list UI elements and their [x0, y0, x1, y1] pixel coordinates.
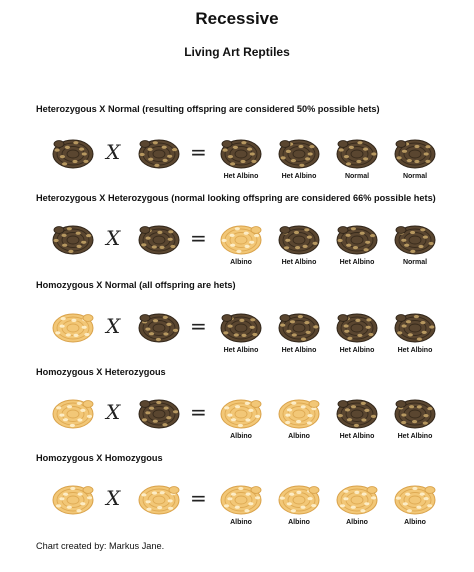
normal-offspring-snake: [392, 310, 438, 344]
offspring-label: Albino: [288, 519, 310, 526]
normal-offspring-snake: [218, 310, 264, 344]
offspring-label: Normal: [402, 173, 428, 180]
normal-parent-snake: [136, 310, 182, 344]
normal-offspring-snake: [334, 396, 380, 430]
equals-operator: =: [190, 140, 207, 164]
offspring-label: Normal: [344, 173, 370, 180]
offspring-label: Het Albino: [281, 347, 317, 354]
albino-offspring-snake: [276, 482, 322, 516]
cross-title: Homozygous X Homozygous: [36, 453, 163, 463]
normal-offspring-snake: [218, 136, 264, 170]
albino-parent-snake: [50, 396, 96, 430]
footer-credit: Chart created by: Markus Jane.: [36, 541, 165, 551]
offspring-label: Albino: [346, 519, 368, 526]
offspring-label: Albino: [230, 259, 252, 266]
normal-offspring-snake: [276, 222, 322, 256]
cross-title: Homozygous X Heterozygous: [36, 367, 166, 377]
offspring-label: Het Albino: [397, 347, 433, 354]
albino-offspring-snake: [334, 482, 380, 516]
page-subtitle: Living Art Reptiles: [184, 45, 290, 59]
page-title: Recessive: [195, 9, 279, 28]
albino-offspring-snake: [218, 482, 264, 516]
albino-parent-snake: [50, 482, 96, 516]
normal-offspring-snake: [334, 136, 380, 170]
equals-operator: =: [190, 314, 207, 338]
albino-offspring-snake: [218, 222, 264, 256]
offspring-label: Het Albino: [397, 433, 433, 440]
cross-operator: X: [106, 314, 121, 338]
normal-offspring-snake: [392, 222, 438, 256]
offspring-label: Het Albino: [223, 347, 259, 354]
equals-operator: =: [190, 486, 207, 510]
cross-operator: X: [106, 226, 121, 250]
cross-operator: X: [106, 400, 121, 424]
normal-offspring-snake: [392, 136, 438, 170]
offspring-label: Albino: [288, 433, 310, 440]
albino-offspring-snake: [392, 482, 438, 516]
offspring-label: Het Albino: [339, 259, 375, 266]
offspring-label: Het Albino: [281, 173, 317, 180]
normal-parent-snake: [136, 222, 182, 256]
normal-parent-snake: [136, 396, 182, 430]
cross-title: Homozygous X Normal (all offspring are hets): [36, 280, 236, 290]
cross-title: Heterozygous X Normal (resulting offspring are considered 50% possible hets): [36, 104, 380, 114]
offspring-label: Het Albino: [281, 259, 317, 266]
offspring-label: Albino: [230, 433, 252, 440]
normal-offspring-snake: [276, 310, 322, 344]
cross-title: Heterozygous X Heterozygous (normal looking offspring are considered 66% possible hets): [36, 193, 436, 203]
normal-offspring-snake: [334, 222, 380, 256]
normal-parent-snake: [136, 136, 182, 170]
normal-offspring-snake: [276, 136, 322, 170]
normal-parent-snake: [50, 222, 96, 256]
normal-offspring-snake: [392, 396, 438, 430]
equals-operator: =: [190, 400, 207, 424]
offspring-label: Albino: [404, 519, 426, 526]
cross-operator: X: [106, 486, 121, 510]
albino-parent-snake: [50, 310, 96, 344]
albino-parent-snake: [136, 482, 182, 516]
normal-parent-snake: [50, 136, 96, 170]
offspring-label: Het Albino: [339, 347, 375, 354]
equals-operator: =: [190, 226, 207, 250]
offspring-label: Albino: [230, 519, 252, 526]
offspring-label: Het Albino: [339, 433, 375, 440]
albino-offspring-snake: [276, 396, 322, 430]
offspring-label: Het Albino: [223, 173, 259, 180]
albino-offspring-snake: [218, 396, 264, 430]
cross-operator: X: [106, 140, 121, 164]
offspring-label: Normal: [402, 259, 428, 266]
normal-offspring-snake: [334, 310, 380, 344]
